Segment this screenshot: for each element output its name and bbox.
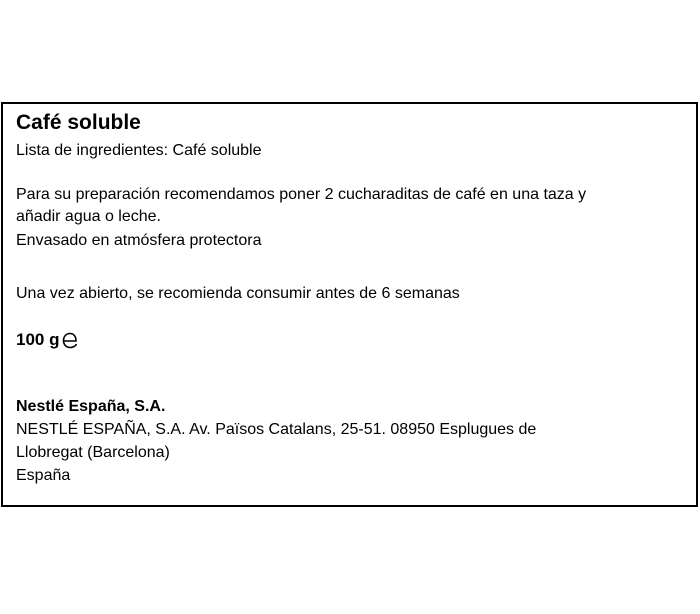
manufacturer-country: España	[16, 467, 71, 484]
net-weight-row	[16, 329, 79, 351]
product-name: Café soluble	[16, 111, 141, 134]
storage-text: Una vez abierto, se recomienda consumir antes de 6 semanas	[16, 285, 460, 302]
product-label-panel	[1, 102, 698, 507]
manufacturer-address-line-2: Llobregat (Barcelona)	[16, 444, 170, 461]
manufacturer-name: Nestlé España, S.A.	[16, 398, 166, 415]
preparation-text-line-2: añadir agua o leche.	[16, 208, 161, 225]
manufacturer-address-line-1: NESTLÉ ESPAÑA, S.A. Av. Països Catalans, 25-51. 08950 Esplugues de	[16, 421, 537, 438]
net-weight: 100 g	[16, 330, 60, 349]
estimated-sign-icon	[61, 329, 79, 351]
preparation-text-line-1: Para su preparación recomendamos poner 2 cucharaditas de café en una taza y	[16, 186, 587, 203]
ingredients-text: Lista de ingredientes: Café soluble	[16, 142, 262, 159]
packaging-text: Envasado en atmósfera protectora	[16, 232, 262, 249]
